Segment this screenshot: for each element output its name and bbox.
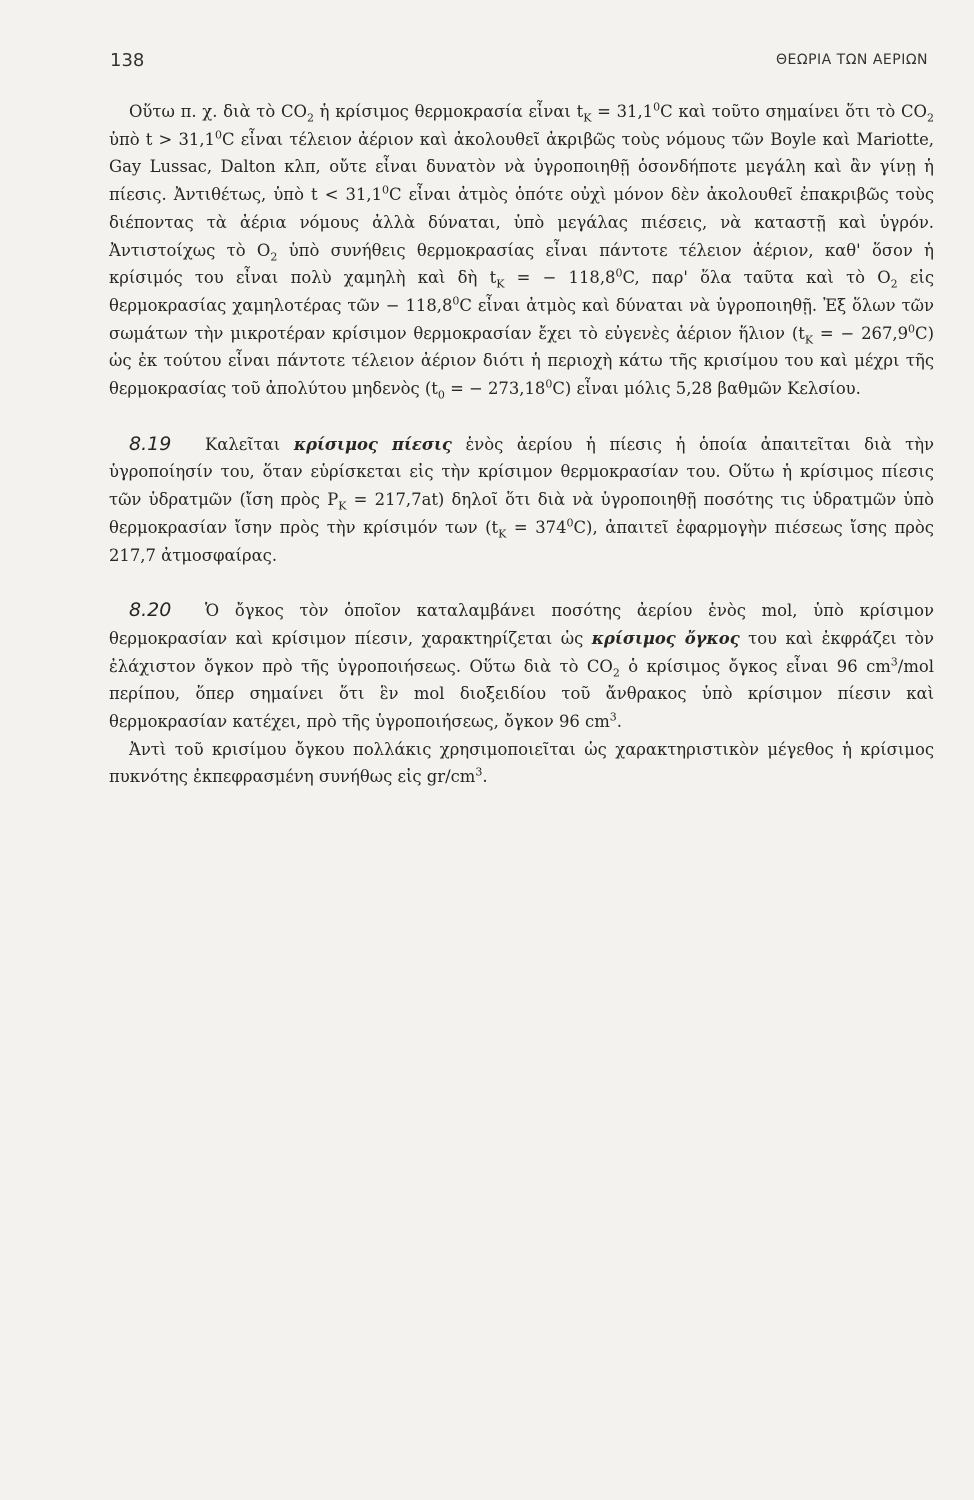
text-span: C εἶναι ἀτμὸς ὁπότε οὐχὶ μόνον δὲν ἀκολουθεῖ ἐπακριβῶς τοὺς διέποντας τὰ ἀέρια νόμους ἀλλὰ δύναται, ὑπὸ μεγάλας πιέσεις, νὰ καταστῇ καὶ ὑγρόν. Ἀντιστοίχως τὸ O bbox=[109, 185, 934, 260]
subscript: K bbox=[338, 499, 347, 513]
text-span: C καὶ τοῦτο σημαίνει ὅτι τὸ CO bbox=[660, 102, 927, 121]
subscript: K bbox=[804, 332, 814, 346]
text-span: = 374 bbox=[506, 517, 567, 537]
text-span: ὁ κρίσιμος ὄγκος εἶναι 96 cm bbox=[619, 656, 891, 676]
subscript: 2 bbox=[270, 249, 278, 263]
superscript: 3 bbox=[609, 710, 617, 724]
superscript: 0 bbox=[653, 100, 661, 114]
running-head: ΘΕΩΡΙΑ ΤΩΝ ΑΕΡΙΩΝ bbox=[776, 52, 928, 68]
subscript: 0 bbox=[437, 388, 445, 402]
text-span: εἰς θερμοκρασίας χαμηλοτέρας τῶν − 118,8 bbox=[109, 268, 934, 315]
superscript: 0 bbox=[452, 294, 460, 308]
superscript: 0 bbox=[908, 322, 916, 336]
superscript: 0 bbox=[566, 516, 574, 530]
paragraph-8-19-critical-pressure bbox=[109, 431, 934, 570]
text-span: C, παρ' ὅλα ταῦτα καὶ τὸ O bbox=[622, 268, 891, 288]
text-span: Ἀντὶ τοῦ κρισίμου ὄγκου πολλάκις χρησιμοποιεῖται ὡς χαρακτηριστικὸν μέγεθος ἡ κρίσιμος πυκνότης ἐκπεφρασμένη συνήθως εἰς gr/cm bbox=[109, 739, 934, 787]
defined-term: κρίσιμος ὄγκος bbox=[591, 628, 740, 648]
text-span: C), ἀπαιτεῖ ἐφαρμογὴν πιέσεως ἴσης πρὸς 217,7 ἀτμοσφαίρας. bbox=[109, 517, 934, 565]
text-span: C εἶναι τέλειον ἀέριον καὶ ἀκολουθεῖ ἀκριβῶς τοὺς νόμους τῶν Boyle καὶ Mariotte, Gay Lussac, Dalton κλπ, οὔτε εἶναι δυνατὸν νὰ ὑγροποιηθῇ ὁσονδήποτε μεγάλη καὶ ἂν γίνῃ ἡ πίεσις. Ἀντιθέτως, ὑπὸ t < 31,1 bbox=[109, 129, 934, 205]
text-span: ὑπὸ συνήθεις θερμοκρασίας εἶναι πάντοτε τέλειον ἀέριον, καθ' ὅσον ἡ κρίσιμός του εἶναι πολὺ χαμηλὴ καὶ δὴ t bbox=[109, 240, 934, 288]
paragraph-critical-density bbox=[109, 736, 934, 791]
text-span: C) εἶναι μόλις 5,28 βαθμῶν Κελσίου. bbox=[552, 379, 861, 399]
text-span: ἑνὸς ἀερίου ἡ πίεσις ἡ ὁποία ἀπαιτεῖται διὰ τὴν ὑγροποίησίν του, ὅταν εὑρίσκεται εἰς τὴν κρίσιμον θερμοκρασίαν του. Οὕτω ἡ κρίσιμος πίεσις τῶν ὑδρατμῶν (ἴση πρὸς P bbox=[109, 434, 934, 510]
text-span: ὑπὸ t > 31,1 bbox=[109, 129, 215, 149]
section-number: 8.19 bbox=[129, 432, 172, 455]
page-header bbox=[110, 50, 928, 74]
defined-term: κρίσιμος πίεσις bbox=[293, 434, 452, 454]
text-span: C εἶναι ἀτμὸς καὶ δύναται νὰ ὑγροποιηθῇ. Ἐξ ὅλων τῶν σωμάτων τὴν μικροτέραν κρίσιμον θερμοκρασίαν ἔχει τὸ εὐγενὲς ἀέριον ἥλιον (t bbox=[109, 295, 934, 343]
text-span: . bbox=[616, 712, 622, 732]
page-number: 138 bbox=[110, 50, 145, 71]
text-span: = 217,7at) δηλοῖ ὅτι διὰ νὰ ὑγροποιηθῇ ποσότης τις ὑδρατμῶν ὑπὸ θερμοκρασίαν ἴσην πρὸς τὴν κρίσιμόν των (t bbox=[109, 490, 934, 537]
text-span: ἡ κρίσιμος θερμοκρασία εἶναι t bbox=[313, 102, 584, 121]
superscript: 0 bbox=[382, 183, 390, 197]
subscript: K bbox=[583, 111, 592, 125]
subscript: 2 bbox=[306, 111, 314, 125]
text-span: = − 273,18 bbox=[444, 379, 546, 399]
body-text bbox=[109, 98, 934, 791]
superscript: 3 bbox=[475, 766, 483, 779]
text-span: C) ὡς ἐκ τούτου εἶναι πάντοτε τέλειον ἀέριον διότι ἡ περιοχὴ κάτω τῆς κρισίμου του καὶ μέχρι τῆς θερμοκρασίας τοῦ ἀπολύτου μηδενὸς (t bbox=[109, 323, 934, 399]
text-span: = − 267,9 bbox=[813, 323, 909, 343]
subscript: 2 bbox=[612, 665, 620, 679]
superscript: 3 bbox=[890, 655, 898, 669]
text-span: Καλεῖται bbox=[205, 434, 294, 454]
superscript: 0 bbox=[214, 128, 222, 142]
text-span: . bbox=[482, 767, 488, 787]
subscript: K bbox=[496, 277, 505, 291]
text-span: = − 118,8 bbox=[504, 268, 616, 288]
text-span: Ὁ ὄγκος τὸν ὁποῖον καταλαμβάνει ποσότης ἀερίου ἑνὸς mol, ὑπὸ κρίσιμον θερμοκρασίαν καὶ κρίσιμον πίεσιν, χαρακτηρίζεται ὡς bbox=[109, 601, 934, 648]
superscript: 0 bbox=[545, 377, 553, 391]
paragraph-8-20-critical-volume bbox=[109, 597, 934, 736]
text-span: = 31,1 bbox=[591, 102, 654, 121]
subscript: K bbox=[498, 527, 507, 541]
superscript: 0 bbox=[615, 266, 623, 280]
section-number: 8.20 bbox=[129, 599, 172, 622]
text-span: Οὕτω π. χ. διὰ τὸ CO bbox=[129, 102, 307, 121]
text-span: του καὶ ἐκφράζει τὸν ἐλάχιστον ὄγκον πρὸ τῆς ὑγροποιήσεως. Οὕτω διὰ τὸ CO bbox=[109, 628, 934, 676]
text-span: /mol περίπου, ὅπερ σημαίνει ὅτι ἓν mol διοξειδίου τοῦ ἄνθρακος ὑπὸ κρίσιμον πίεσιν καὶ θερμοκρασίαν κατέχει, πρὸ τῆς ὑγροποιήσεως, ὄγκον 96 cm bbox=[109, 656, 934, 732]
subscript: 2 bbox=[890, 277, 898, 291]
subscript: 2 bbox=[927, 111, 934, 125]
paragraph-co2-example bbox=[109, 98, 934, 403]
